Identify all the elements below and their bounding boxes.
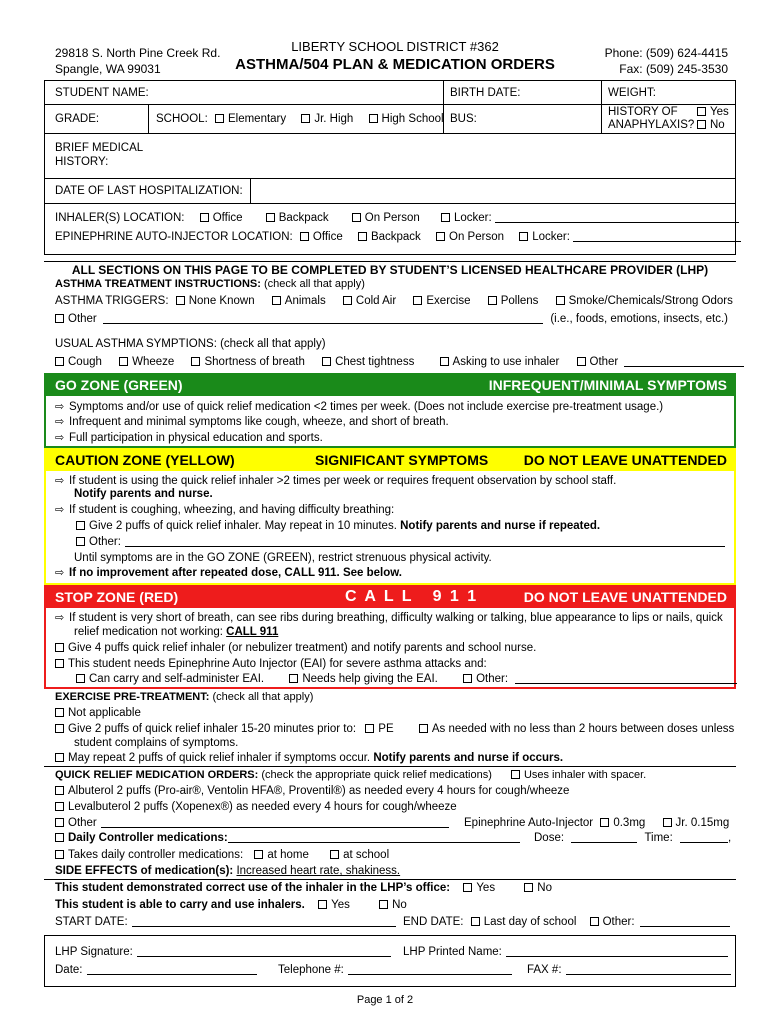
time-label: Time: <box>644 832 673 844</box>
caution-sub-1 <box>76 519 600 533</box>
checkbox-demo-no[interactable] <box>524 883 533 892</box>
symptoms-row <box>55 355 744 369</box>
side-effects-row <box>55 864 400 878</box>
exercise-pe-label: PE <box>378 723 394 735</box>
arrow-icon: ⇨ <box>55 504 65 516</box>
form-title-block <box>210 38 580 75</box>
checkbox-caution-other[interactable] <box>76 537 85 546</box>
triggers-row <box>55 294 733 308</box>
checkbox-eai-other[interactable] <box>463 674 472 683</box>
brief-history-label-1: BRIEF MEDICAL <box>55 142 144 154</box>
go-item-1-text: Symptoms and/or use of quick relief medication <2 times per week. (Does not include exercise pre-treatment usage.) <box>69 401 664 413</box>
trigger-smoke-label: Smoke/Chemicals/Strong Odors <box>568 295 733 307</box>
address-line-1: 29818 S. North Pine Creek Rd. <box>55 46 221 60</box>
checkbox-exercise-repeat[interactable] <box>55 753 64 762</box>
exercise-title: EXERCISE PRE-TREATMENT: <box>55 691 210 703</box>
takes-daily-row <box>55 848 389 862</box>
eai-other-label: Other: <box>476 673 509 685</box>
checkbox-carry-no[interactable] <box>379 900 388 909</box>
high-school-label: High School <box>381 113 444 125</box>
caution-zone-title: CAUTION ZONE (YELLOW) <box>55 452 235 468</box>
no-label: No <box>710 119 725 131</box>
stop-zone-header <box>45 586 735 608</box>
epi-dose-row <box>464 816 729 830</box>
caution-other-label: Other: <box>89 536 121 548</box>
symptoms-label: USUAL ASTHMA SYMPTIONS: (check all that apply) <box>55 338 326 350</box>
checkbox-caution-give2[interactable] <box>76 521 85 530</box>
date-row <box>55 963 257 977</box>
dose-time-row: Dose: Time: , <box>534 832 732 844</box>
checkbox-takes-daily[interactable] <box>55 850 64 859</box>
arrow-icon: ⇨ <box>55 432 65 444</box>
caution-notify: Notify parents and nurse. <box>74 488 213 500</box>
go-zone-title: GO ZONE (GREEN) <box>55 377 183 393</box>
checkbox-epi-office[interactable] <box>300 232 309 241</box>
checkbox-end-other[interactable] <box>590 917 599 926</box>
epi-015-label: Jr. 0.15mg <box>675 817 730 829</box>
checkbox-exercise-pe[interactable] <box>365 724 374 733</box>
bus-label: BUS: <box>450 113 477 125</box>
checkbox-symptom-cough[interactable] <box>55 357 64 366</box>
trigger-other-note: (i.e., foods, emotions, insects, etc.) <box>550 313 728 325</box>
lhp-printed-label: LHP Printed Name: <box>403 946 502 958</box>
stop-item-1-text: If student is very short of breath, can see ribs during breathing, difficulty walking or talking, blue appearance to lips or nails, quick <box>69 612 723 624</box>
date-label: Date: <box>55 964 83 976</box>
checkbox-trigger-exercise[interactable] <box>413 296 422 305</box>
checkbox-exercise-na[interactable] <box>55 708 64 717</box>
caution-item-2 <box>55 503 394 517</box>
checkbox-epi-locker[interactable] <box>519 232 528 241</box>
checkbox-trigger-cold-air[interactable] <box>343 296 352 305</box>
quick-title-row <box>55 768 646 782</box>
checkbox-trigger-other[interactable] <box>55 314 64 323</box>
checkbox-demo-yes[interactable] <box>463 883 472 892</box>
start-date-row <box>55 915 396 929</box>
checkbox-carry-yes[interactable] <box>318 900 327 909</box>
exercise-repeat <box>55 751 563 765</box>
start-date-label: START DATE: <box>55 916 128 928</box>
end-other-field[interactable] <box>640 926 730 927</box>
backpack-label: Backpack <box>278 212 329 224</box>
triggers-label: ASTHMA TRIGGERS: <box>55 295 169 307</box>
inhaler-locker-field[interactable] <box>495 222 739 223</box>
checkbox-trigger-smoke[interactable] <box>556 296 565 305</box>
caution-item-3-text: If no improvement after repeated dose, CALL 911. See below. <box>69 567 402 579</box>
caution-until: Until symptoms are in the GO ZONE (GREEN), restrict strenuous physical activity. <box>74 552 492 564</box>
exercise-repeat-label: May repeat 2 puffs of quick relief inhaler if symptoms occur. <box>68 752 371 764</box>
date-field[interactable] <box>87 974 257 975</box>
checkbox-spacer[interactable] <box>511 770 520 779</box>
quick-albuterol <box>55 784 569 798</box>
school-options <box>156 112 444 126</box>
checkbox-anaphylaxis-yes[interactable] <box>697 107 706 116</box>
stop-item-1b-text: relief medication not working: <box>74 626 223 638</box>
caution-sub-1-text: Give 2 puffs of quick relief inhaler. May repeat in 10 minutes. <box>89 520 397 532</box>
end-date-row <box>403 915 730 929</box>
checkbox-symptom-wheeze[interactable] <box>119 357 128 366</box>
eai-self-label: Can carry and self-administer EAI. <box>89 673 265 685</box>
checkbox-symptom-chest[interactable] <box>322 357 331 366</box>
time-field[interactable] <box>680 842 728 843</box>
office-label: Office <box>312 231 343 243</box>
birth-date-label: BIRTH DATE: <box>450 87 521 99</box>
caution-item-1-text: If student is using the quick relief inhaler >2 times per week or requires frequent observation by school staff. <box>69 475 617 487</box>
student-name-label: STUDENT NAME: <box>55 87 149 99</box>
exercise-asneeded-2: student complains of symptoms. <box>74 737 239 749</box>
stop-item-3 <box>55 657 487 671</box>
lhp-signature-label: LHP Signature: <box>55 946 133 958</box>
go-item-3 <box>55 431 323 445</box>
end-other-label: Other: <box>602 916 635 928</box>
eai-help-label: Needs help giving the EAI. <box>302 673 438 685</box>
on-person-label: On Person <box>449 231 504 243</box>
checkbox-epi-03[interactable] <box>600 818 609 827</box>
at-school-label: at school <box>343 849 390 861</box>
elementary-label: Elementary <box>227 113 287 125</box>
history-of-label: HISTORY OF <box>608 106 678 118</box>
trigger-animals-label: Animals <box>284 295 326 307</box>
last-day-label: Last day of school <box>483 916 577 928</box>
checkbox-levalbuterol[interactable] <box>55 802 64 811</box>
anaphylaxis-no <box>697 118 725 132</box>
on-person-label: On Person <box>364 212 420 224</box>
arrow-icon: ⇨ <box>55 401 65 413</box>
exercise-na-label: Not applicable <box>68 707 141 719</box>
side-effects-text: Increased heart rate, shakiness. <box>236 865 401 877</box>
telephone-row <box>278 963 512 977</box>
caution-item-2-text: If student is coughing, wheezing, and having difficulty breathing: <box>69 504 395 516</box>
page-number: Page 1 of 2 <box>356 994 414 1006</box>
epi-label: Epinephrine Auto-Injector <box>464 817 594 829</box>
arrow-icon: ⇨ <box>55 612 65 624</box>
phone: Phone: (509) 624-4415 <box>604 46 728 60</box>
exercise-repeat-bold: Notify parents and nurse if occurs. <box>373 752 564 764</box>
checkbox-inhaler-locker[interactable] <box>441 213 450 222</box>
quick-note: (check the appropriate quick relief medications) <box>261 769 492 781</box>
trigger-pollens-label: Pollens <box>500 295 539 307</box>
stop-item-1b <box>74 625 278 639</box>
caution-sub-2 <box>76 535 725 549</box>
grade-label: GRADE: <box>55 113 100 125</box>
go-item-2-text: Infrequent and minimal symptoms like cough, wheeze, and short of breath. <box>69 416 449 428</box>
checkbox-epi-015[interactable] <box>663 818 672 827</box>
checkbox-exercise-give[interactable] <box>55 724 64 733</box>
checkbox-inhaler-on-person[interactable] <box>352 213 361 222</box>
quick-other <box>55 816 449 830</box>
checkbox-trigger-none[interactable] <box>176 296 185 305</box>
epi-location-label: EPINEPHRINE AUTO-INJECTOR LOCATION: <box>55 231 293 243</box>
stop-item-1 <box>55 611 723 625</box>
lhp-heading: ALL SECTIONS ON THIS PAGE TO BE COMPLETED BY STUDENT’S LICENSED HEALTHCARE PROVIDER (LHP) <box>71 263 709 277</box>
stop-eai-options <box>76 672 737 686</box>
daily-controller-field[interactable] <box>228 842 520 843</box>
contact-info <box>605 45 728 77</box>
trigger-other-label: Other <box>68 313 97 325</box>
levalbuterol-label: Levalbuterol 2 puffs (Xopenex®) as needed every 4 hours for cough/wheeze <box>68 801 457 813</box>
caution-zone-middle: SIGNIFICANT SYMPTOMS <box>315 452 489 468</box>
demo-no-label: No <box>537 882 552 894</box>
checkbox-trigger-pollens[interactable] <box>488 296 497 305</box>
go-zone-header <box>45 374 735 396</box>
symptom-cough-label: Cough <box>68 356 102 368</box>
anaphylaxis-yes <box>697 105 729 119</box>
yes-label: Yes <box>710 106 729 118</box>
stop-zone-title: STOP ZONE (RED) <box>55 589 179 605</box>
backpack-label: Backpack <box>370 231 421 243</box>
checkbox-eai-self[interactable] <box>76 674 85 683</box>
go-item-2 <box>55 415 449 429</box>
checkbox-symptom-sob[interactable] <box>191 357 200 366</box>
caution-zone-right: DO NOT LEAVE UNATTENDED <box>523 452 727 468</box>
lhp-signature-field[interactable] <box>137 956 391 957</box>
epi-locker-field[interactable] <box>573 241 741 242</box>
caution-sub-1-bold: Notify parents and nurse if repeated. <box>400 520 601 532</box>
epi-location-row <box>55 230 741 244</box>
checkbox-anaphylaxis-no[interactable] <box>697 120 706 129</box>
demo-label: This student demonstrated correct use of the inhaler in the LHP’s office: <box>55 882 451 894</box>
arrow-icon: ⇨ <box>55 416 65 428</box>
stop-zone-right: DO NOT LEAVE UNATTENDED <box>523 589 727 605</box>
brief-history-label-2: HISTORY: <box>55 156 109 168</box>
checkbox-albuterol[interactable] <box>55 786 64 795</box>
checkbox-inhaler-backpack[interactable] <box>266 213 275 222</box>
checkbox-symptom-asking[interactable] <box>440 357 449 366</box>
signature-box <box>44 935 736 987</box>
exercise-give <box>55 722 734 736</box>
checkbox-inhaler-office[interactable] <box>200 213 209 222</box>
symptom-other-label: Other <box>589 356 619 368</box>
checkbox-eai-help[interactable] <box>289 674 298 683</box>
end-date-label: END DATE: <box>403 916 464 928</box>
epi-03-label: 0.3mg <box>613 817 646 829</box>
demo-row <box>55 881 552 895</box>
quick-levalbuterol <box>55 800 457 814</box>
eai-other-field[interactable] <box>515 683 737 684</box>
inhaler-location-label: INHALER(S) LOCATION: <box>55 212 185 224</box>
stop-item-2 <box>55 641 536 655</box>
fax-label: FAX #: <box>527 964 562 976</box>
stop-zone-call: C A L L 9 1 1 <box>345 588 479 605</box>
school-label: SCHOOL: <box>156 113 208 125</box>
trigger-none-label: None Known <box>188 295 255 307</box>
stop-item-3-text: This student needs Epinephrine Auto Injector (EAI) for severe asthma attacks and: <box>68 658 487 670</box>
fax: Fax: (509) 245-3530 <box>619 62 728 76</box>
caution-zone-header <box>45 449 735 471</box>
checkbox-jr-high[interactable] <box>301 114 310 123</box>
albuterol-label: Albuterol 2 puffs (Pro-air®, Ventolin HFA®, Proventil®) as needed every 4 hours for cough/wheeze <box>68 785 570 797</box>
go-zone-right: INFREQUENT/MINIMAL SYMPTOMS <box>488 377 727 393</box>
fax-field[interactable] <box>566 974 731 975</box>
carry-no-label: No <box>392 899 407 911</box>
address-line-2: Spangle, WA 99031 <box>55 62 161 76</box>
carry-row <box>55 898 407 912</box>
trigger-cold-air-label: Cold Air <box>355 295 397 307</box>
side-effects-label: SIDE EFFECTS of medication(s): <box>55 865 234 877</box>
checkbox-daily-controller[interactable] <box>55 833 64 842</box>
fax-row <box>527 963 731 977</box>
office-label: Office <box>212 212 243 224</box>
exercise-note: (check all that apply) <box>212 691 314 703</box>
caution-item-3 <box>55 566 402 580</box>
checkbox-symptom-other[interactable] <box>577 357 586 366</box>
district-name: LIBERTY SCHOOL DISTRICT #362 <box>291 39 499 54</box>
locker-label: Locker: <box>453 212 492 224</box>
dose-field[interactable] <box>571 842 637 843</box>
carry-yes-label: Yes <box>331 899 350 911</box>
quick-title: QUICK RELIEF MEDICATION ORDERS: <box>55 769 259 781</box>
stop-item-2-text: Give 4 puffs quick relief inhaler (or nebulizer treatment) and notify parents and school nurse. <box>68 642 537 654</box>
checkbox-epi-backpack[interactable] <box>358 232 367 241</box>
go-item-3-text: Full participation in physical education and sports. <box>69 432 323 444</box>
carry-label: This student is able to carry and use inhalers. <box>55 899 305 911</box>
symptom-asking-label: Asking to use inhaler <box>452 356 560 368</box>
arrow-icon: ⇨ <box>55 475 65 487</box>
telephone-field[interactable] <box>348 974 512 975</box>
start-date-field[interactable] <box>132 926 396 927</box>
call-911-link: CALL 911 <box>226 626 279 638</box>
symptom-other-field[interactable] <box>624 366 744 367</box>
lhp-printed-field[interactable] <box>506 956 728 957</box>
treatment-title: ASTHMA TREATMENT INSTRUCTIONS: <box>55 278 261 290</box>
anaphylaxis-label: ANAPHYLAXIS? <box>608 119 695 131</box>
form-title: ASTHMA/504 PLAN & MEDICATION ORDERS <box>235 56 555 73</box>
exercise-title-row <box>55 690 313 704</box>
checkbox-high-school[interactable] <box>369 114 378 123</box>
daily-controller-row <box>55 831 520 845</box>
checkbox-epi-on-person[interactable] <box>436 232 445 241</box>
checkbox-trigger-animals[interactable] <box>272 296 281 305</box>
trigger-other-field[interactable] <box>103 323 543 324</box>
checkbox-quick-other[interactable] <box>55 818 64 827</box>
exercise-na <box>55 706 141 720</box>
demo-yes-label: Yes <box>476 882 496 894</box>
checkbox-at-school[interactable] <box>330 850 339 859</box>
spacer-label: Uses inhaler with spacer. <box>523 769 647 781</box>
checkbox-stop-give4[interactable] <box>55 643 64 652</box>
checkbox-last-day[interactable] <box>471 917 480 926</box>
arrow-icon: ⇨ <box>55 567 65 579</box>
treatment-title-row <box>55 277 365 291</box>
school-address <box>55 45 220 77</box>
checkbox-exercise-asneeded[interactable] <box>419 724 428 733</box>
jr-high-label: Jr. High <box>314 113 354 125</box>
go-item-1 <box>55 400 663 414</box>
lhp-signature-row <box>55 945 391 959</box>
dose-label: Dose: <box>534 832 565 844</box>
telephone-label: Telephone #: <box>278 964 344 976</box>
inhaler-location-row <box>55 211 739 225</box>
trigger-other-row <box>55 312 543 326</box>
checkbox-stop-eai[interactable] <box>55 659 64 668</box>
symptom-sob-label: Shortness of breath <box>204 356 305 368</box>
daily-controller-label: Daily Controller medications: <box>68 832 228 844</box>
at-home-label: at home <box>267 849 309 861</box>
weight-label: WEIGHT: <box>608 87 656 99</box>
trigger-exercise-label: Exercise <box>426 295 471 307</box>
quick-other-field[interactable] <box>101 827 449 828</box>
symptom-wheeze-label: Wheeze <box>132 356 175 368</box>
exercise-give-label: Give 2 puffs of quick relief inhaler 15-20 minutes prior to: <box>68 723 357 735</box>
caution-other-field[interactable] <box>125 546 725 547</box>
locker-label: Locker: <box>532 231 570 243</box>
hospitalization-label: DATE OF LAST HOSPITALIZATION: <box>55 185 243 197</box>
takes-daily-label: Takes daily controller medications: <box>68 849 244 861</box>
treatment-note: (check all that apply) <box>264 278 365 290</box>
lhp-printed-row <box>403 945 728 959</box>
exercise-asneeded-label: As needed with no less than 2 hours between doses unless <box>431 723 735 735</box>
caution-item-1 <box>55 474 616 488</box>
checkbox-elementary[interactable] <box>215 114 224 123</box>
quick-other-label: Other <box>68 817 97 829</box>
checkbox-at-home[interactable] <box>254 850 263 859</box>
symptom-chest-label: Chest tightness <box>335 356 415 368</box>
